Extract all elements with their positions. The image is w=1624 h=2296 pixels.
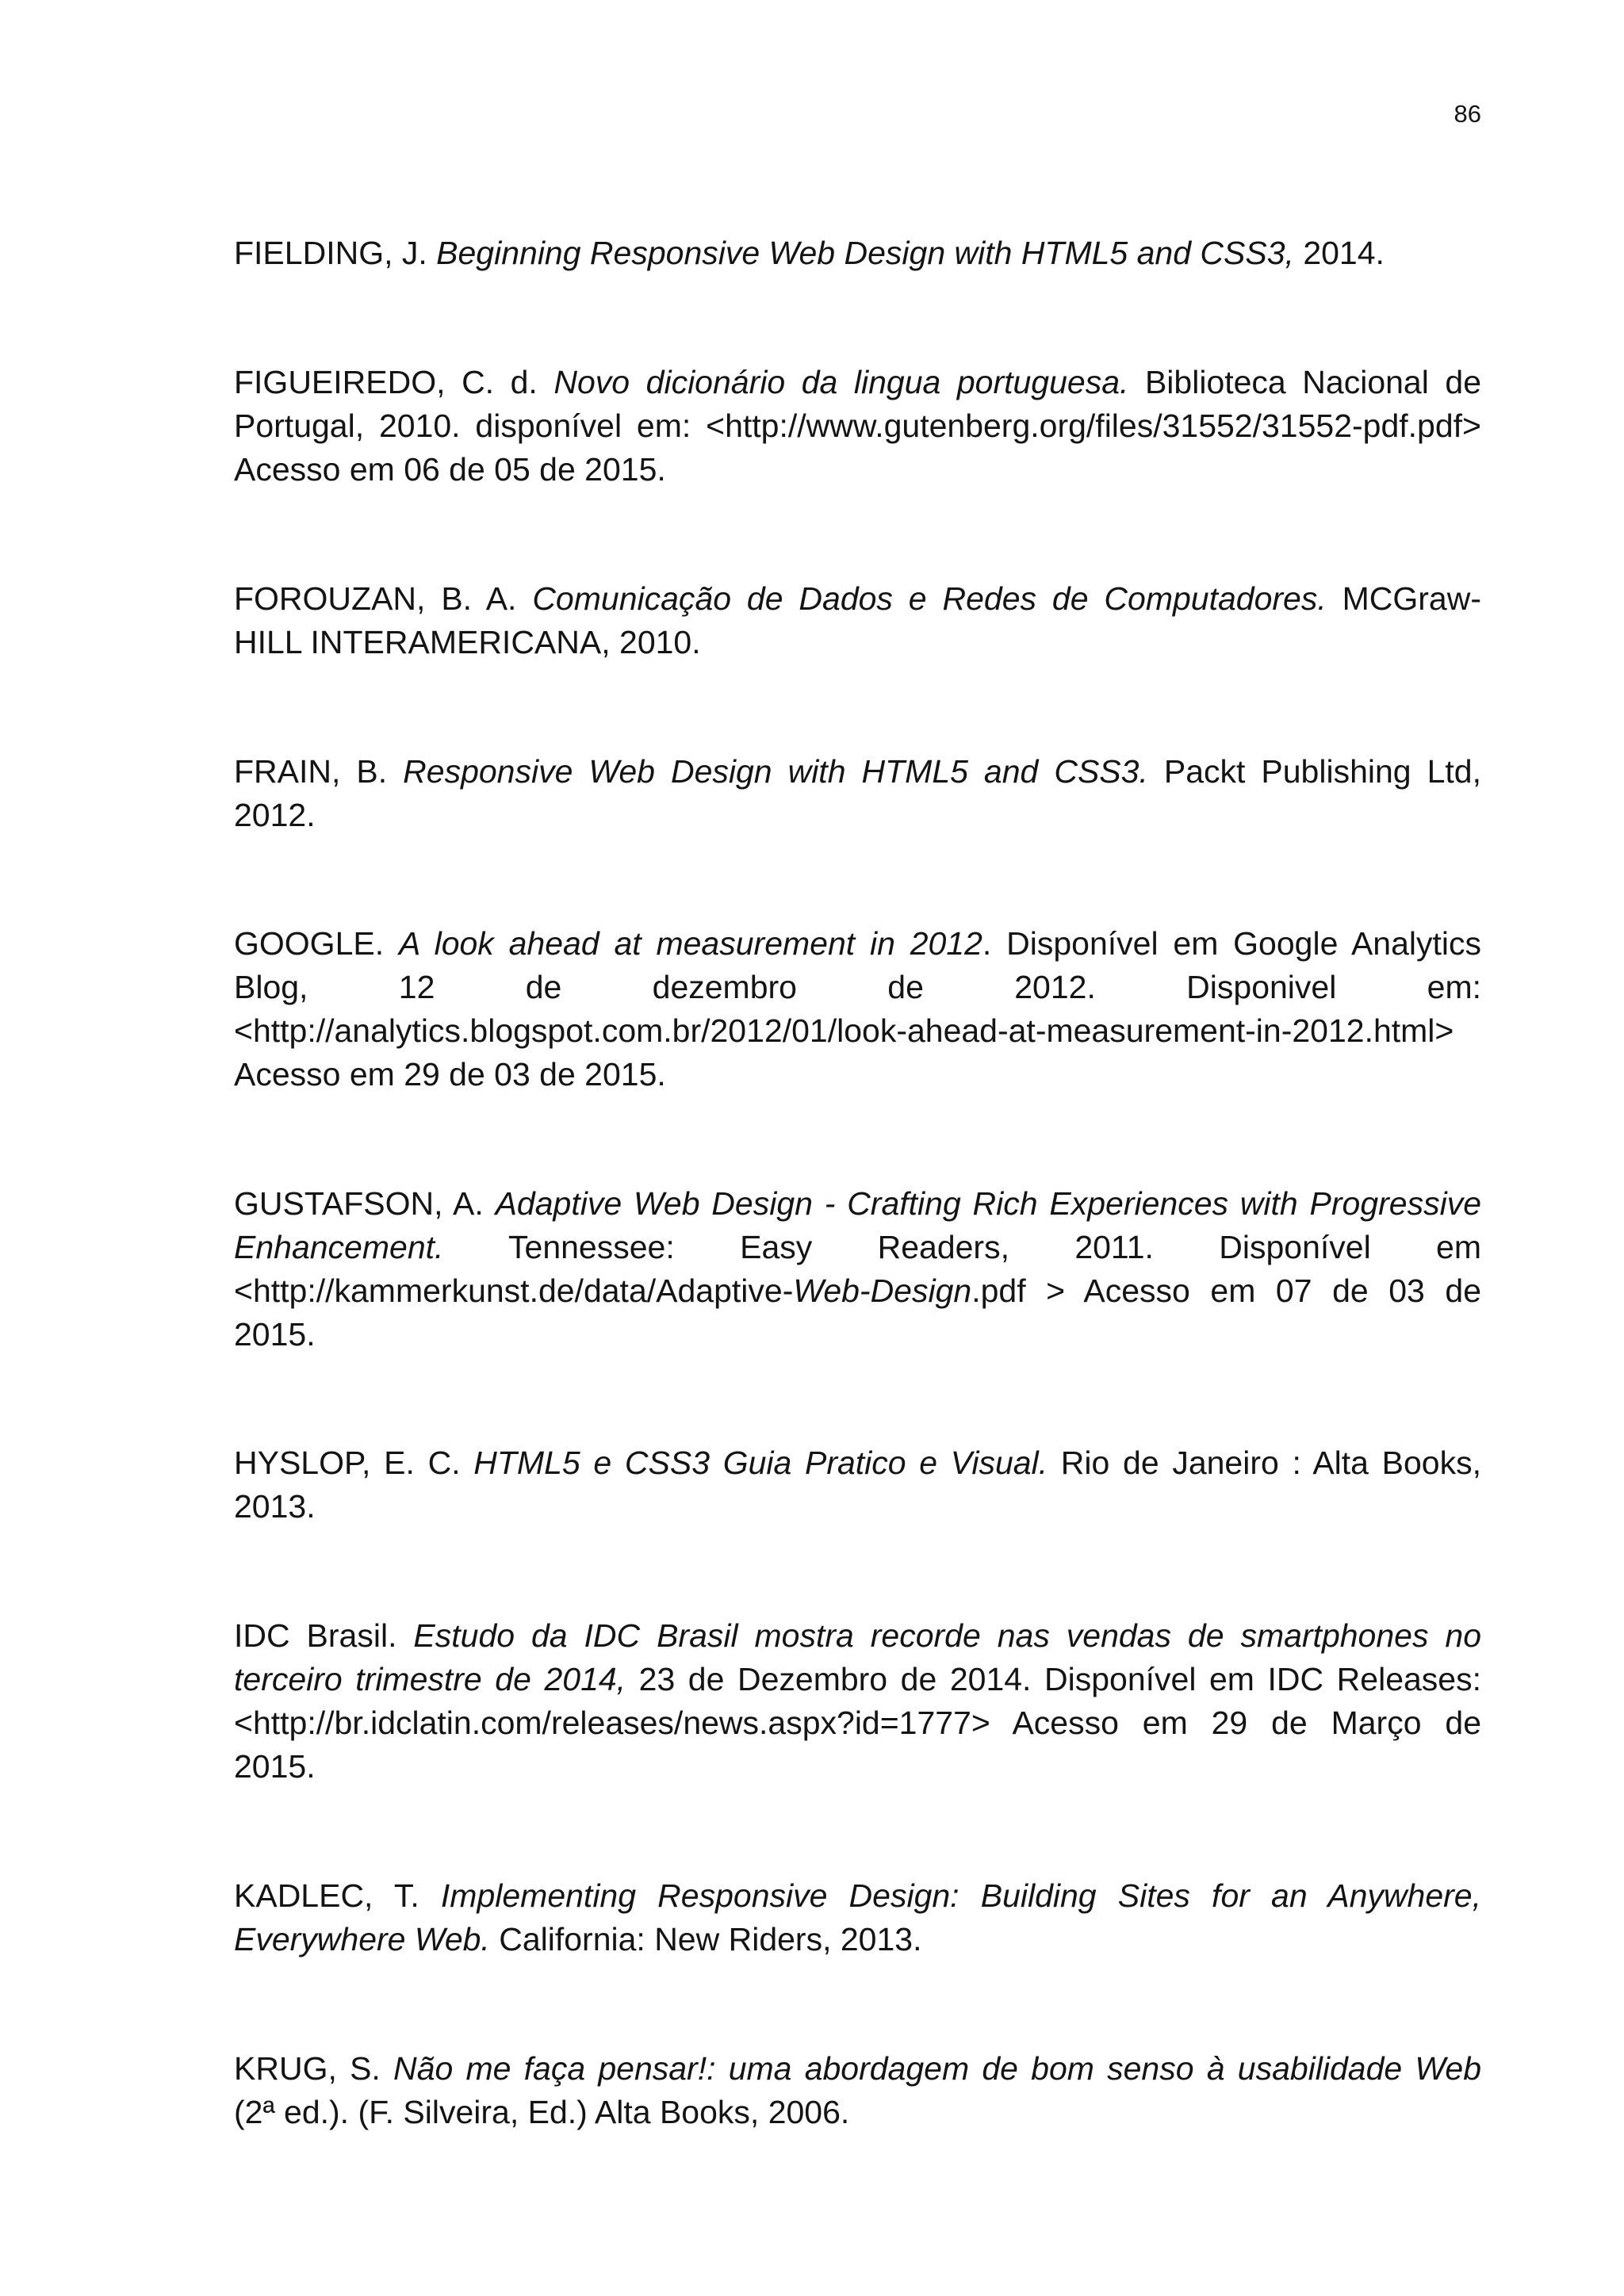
reference-line: [234, 448, 1481, 492]
reference-entry: [234, 232, 1481, 275]
reference-title-text: Implementing Responsive Design: Building Sites for an Anywhere,: [440, 1877, 1481, 1914]
reference-line: [234, 1053, 1481, 1096]
reference-line: [234, 922, 1481, 966]
reference-line: [234, 1182, 1481, 1226]
reference-line: [234, 1441, 1481, 1485]
reference-text: Acesso em 29 de 03 de 2015.: [234, 1056, 666, 1093]
reference-text: KRUG, S.: [234, 2050, 394, 2087]
reference-line: [234, 1918, 1481, 1961]
reference-text: Packt Publishing Ltd,: [1147, 753, 1481, 790]
reference-text: Blog, 12 de dezembro de 2012. Disponivel em:: [234, 969, 1481, 1005]
reference-line: [234, 1614, 1481, 1658]
reference-line: [234, 1658, 1481, 1701]
reference-title-text: Novo dicionário da lingua portuguesa.: [553, 364, 1129, 400]
reference-text: MCGraw-: [1326, 580, 1481, 617]
reference-title-text: Não me faça pensar!: uma abordagem de bom senso à usabilidade Web: [393, 2050, 1481, 2087]
reference-text: GOOGLE.: [234, 925, 399, 962]
reference-text: (2ª ed.). (F. Silveira, Ed.) Alta Books, 2006.: [234, 2094, 850, 2130]
reference-title-text: Everywhere Web.: [234, 1921, 490, 1957]
reference-text: California: New Riders, 2013.: [489, 1921, 922, 1957]
reference-title-text: Adaptive Web Design - Crafting Rich Experiences with Progressive: [495, 1185, 1481, 1222]
reference-text: FRAIN, B.: [234, 753, 404, 790]
reference-line: [234, 1269, 1481, 1313]
reference-text: Acesso em 06 de 05 de 2015.: [234, 451, 666, 488]
reference-entry: [234, 750, 1481, 837]
reference-text: <http://kammerkunst.de/data/Adaptive-: [234, 1272, 794, 1309]
reference-text: HYSLOP, E. C.: [234, 1445, 474, 1481]
reference-title-text: Responsive Web Design with HTML5 and CSS3.: [403, 753, 1148, 790]
reference-line: [234, 794, 1481, 837]
reference-text: FIGUEIREDO, C. d.: [234, 364, 554, 400]
reference-title-text: Enhancement.: [234, 1229, 444, 1265]
reference-line: [234, 1485, 1481, 1529]
reference-entry: [234, 577, 1481, 664]
reference-line: [234, 750, 1481, 794]
reference-line: [234, 2091, 1481, 2134]
reference-text: 2014.: [1293, 235, 1385, 271]
reference-line: [234, 1313, 1481, 1357]
reference-line: [234, 966, 1481, 1009]
reference-entry: [234, 361, 1481, 492]
reference-line: [234, 577, 1481, 621]
reference-text: 2015.: [234, 1316, 316, 1353]
reference-title-text: Web-Design: [793, 1272, 972, 1309]
reference-text: Biblioteca Nacional de: [1128, 364, 1481, 400]
reference-text: KADLEC, T.: [234, 1877, 441, 1914]
reference-text: . Disponível em Google Analytics: [982, 925, 1481, 962]
reference-title-text: Beginning Responsive Web Design with HTML5 and CSS3,: [436, 235, 1294, 271]
reference-text: IDC Brasil.: [234, 1617, 414, 1654]
reference-entry: [234, 2047, 1481, 2134]
reference-text: GUSTAFSON, A.: [234, 1185, 496, 1222]
reference-title-text: terceiro trimestre de 2014,: [234, 1661, 626, 1697]
reference-line: [234, 232, 1481, 275]
reference-text: FIELDING, J.: [234, 235, 437, 271]
reference-line: [234, 404, 1481, 448]
reference-line: [234, 1226, 1481, 1269]
reference-title-text: Comunicação de Dados e Redes de Computadores.: [532, 580, 1327, 617]
reference-text: 2013.: [234, 1488, 316, 1525]
reference-text: <http://br.idclatin.com/releases/news.aspx?id=1777> Acesso em 29 de Março de: [234, 1705, 1481, 1741]
reference-line: [234, 1874, 1481, 1918]
reference-text: Tennessee: Easy Readers, 2011. Disponível em: [443, 1229, 1481, 1265]
reference-text: 2015.: [234, 1748, 316, 1785]
reference-text: <http://analytics.blogspot.com.br/2012/01/look-ahead-at-measurement-in-2012.html>: [234, 1012, 1454, 1049]
reference-entry: [234, 1441, 1481, 1529]
reference-text: FOROUZAN, B. A.: [234, 580, 533, 617]
reference-text: .pdf > Acesso em 07 de 03 de: [971, 1272, 1481, 1309]
reference-title-text: HTML5 e CSS3 Guia Pratico e Visual.: [473, 1445, 1048, 1481]
reference-title-text: Estudo da IDC Brasil mostra recorde nas vendas de smartphones no: [413, 1617, 1482, 1654]
reference-line: [234, 361, 1481, 404]
reference-text: 23 de Dezembro de 2014. Disponível em IDC Releases:: [626, 1661, 1482, 1697]
reference-text: Rio de Janeiro : Alta Books,: [1048, 1445, 1482, 1481]
reference-line: [234, 1701, 1481, 1745]
reference-text: 2012.: [234, 797, 316, 833]
reference-entry: [234, 1614, 1481, 1789]
page-number: 86: [1454, 100, 1481, 128]
reference-line: [234, 1009, 1481, 1053]
reference-entry: [234, 922, 1481, 1096]
reference-entry: [234, 1182, 1481, 1357]
reference-text: Portugal, 2010. disponível em: <http://www.gutenberg.org/files/31552/31552-pdf.pdf>: [234, 408, 1481, 444]
reference-line: [234, 621, 1481, 664]
reference-title-text: A look ahead at measurement in 2012: [398, 925, 982, 962]
reference-text: HILL INTERAMERICANA, 2010.: [234, 624, 701, 660]
reference-line: [234, 2047, 1481, 2091]
reference-entry: [234, 1874, 1481, 1961]
reference-line: [234, 1745, 1481, 1789]
